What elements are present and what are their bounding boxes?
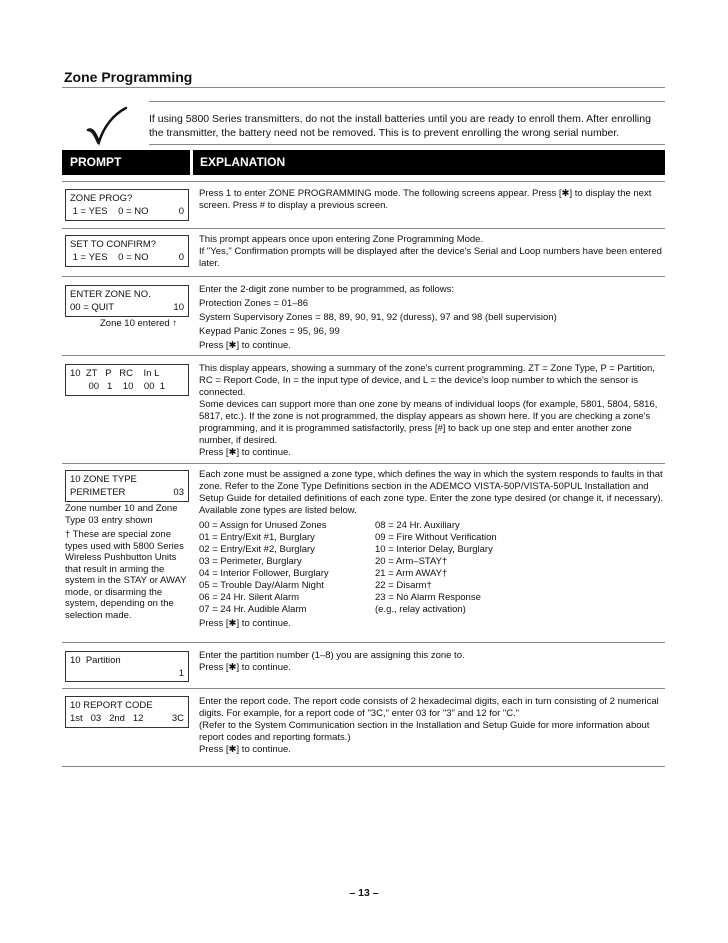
section-divider [62, 688, 665, 689]
checkmark-icon [82, 104, 130, 152]
explanation-zone-type: Each zone must be assigned a zone type, which defines the way in which the system responds to faults in that zone. Refer to the Zone Type Definitions section in the ADEMCO VISTA-50P/VISTA-50PUL Installation and Setup Guide for detailed definitions of each zone type. Enter the zone type desired (or change it, if necessary). Available zone types are listed below. 00 = Assign for Unused Zones 01 = Entry/Exit #1, Burglary 02 = Entry/Exit #2, Burglary 03 = Perimeter, Burglary 04 = Interior Follower, Burglary 05 = Trouble Day/Alarm Night 06 = 24 Hr. Silent Alarm 07 = 24 Hr. Audible Alarm 08 = 24 Hr. Auxiliary 09 = Fire Without Verification 10 = Interior Delay, Burglary 20 = Arm–STAY† 21 = Arm AWAY† 22 = Disarm† 23 = No Alarm Response (e.g., relay activation) Press [✱] to continue. [199, 469, 664, 629]
zone-type-item: 07 = 24 Hr. Audible Alarm [199, 604, 307, 615]
zone-type-item: 20 = Arm–STAY† [375, 556, 448, 567]
section-divider [62, 355, 665, 356]
section-divider [62, 228, 665, 229]
zone-type-item: 04 = Interior Follower, Burglary [199, 568, 329, 579]
lcd-partition: 10 Partition 1 [65, 651, 189, 682]
zone-type-item: (e.g., relay activation) [375, 604, 466, 615]
zone-type-item: 01 = Entry/Exit #1, Burglary [199, 532, 315, 543]
page-number: – 13 – [349, 887, 379, 899]
section-divider [62, 642, 665, 643]
section-divider [62, 276, 665, 277]
lcd-zone-type: 10 ZONE TYPE PERIMETER 03 [65, 470, 189, 502]
note-rule-top [149, 101, 665, 102]
lcd-report-code: 10 REPORT CODE 1st 03 2nd 12 3C [65, 696, 189, 728]
title-rule [62, 87, 665, 88]
zone-type-item: 21 = Arm AWAY† [375, 568, 448, 579]
zone-type-item: 05 = Trouble Day/Alarm Night [199, 580, 324, 591]
explanation-enter-zone: Enter the 2-digit zone number to be programmed, as follows: Protection Zones = 01–86 System Supervisory Zones = 88, 89, 90, 91, 92 (duress), 97 and 98 (bell supervision) Keypad Panic Zones = 95, 96, 99 Press [✱] to continue. [199, 284, 557, 351]
zone-type-item: 22 = Disarm† [375, 580, 432, 591]
zone-type-item: 08 = 24 Hr. Auxiliary [375, 520, 460, 531]
zone-type-item: 02 = Entry/Exit #2, Burglary [199, 544, 315, 555]
page-title: Zone Programming [64, 69, 193, 85]
section-divider [62, 463, 665, 464]
explanation-zone-summary: This display appears, showing a summary of the zone's current programming. ZT = Zone Type, P = Partition, RC = Report Code, In = the input type of device, and L = the device's loop number to which the sensor is connected. Some devices can support more than one zone by means of individual loops (for example, 5801, 5804, 5816, 5817, etc.). If the zone is not programmed, the display appears as shown here. If you are checking a zone's programming, and it is programmed satisfactorily, press [#] to back up one step and enter another zone number, if desired. Press [✱] to continue. [199, 363, 658, 458]
lcd-zone-summary: 10 ZT P RC In L 00 1 10 00 1 [65, 364, 189, 396]
zone-type-list [199, 520, 665, 616]
zone-type-caption: Zone number 10 and Zone Type 03 entry shown [65, 503, 178, 526]
zone-type-item: 06 = 24 Hr. Silent Alarm [199, 592, 300, 603]
section-divider [62, 766, 665, 767]
explanation-partition: Enter the partition number (1–8) you are assigning this zone to. Press [✱] to continue. [199, 650, 465, 673]
zone-entered-caption: Zone 10 entered ↑ [100, 318, 178, 329]
zone-type-item: 10 = Interior Delay, Burglary [375, 544, 493, 555]
note-rule-bottom [149, 144, 665, 145]
lcd-zone-prog: ZONE PROG? 1 = YES 0 = NO 0 [65, 189, 189, 221]
explanation-set-to-confirm: This prompt appears once upon entering Zone Programming Mode. If "Yes," Confirmation prompts will be displayed after the device's Serial and Loop numbers have been entered later. [199, 234, 662, 269]
explanation-zone-prog: Press 1 to enter ZONE PROGRAMMING mode. The following screens appear. Press [✱] to display the next screen. Press # to display a previous screen. [199, 188, 652, 211]
lcd-enter-zone: ENTER ZONE NO. 00 = QUIT 10 [65, 285, 189, 317]
explanation-header: EXPLANATION [193, 150, 665, 175]
lcd-set-to-confirm: SET TO CONFIRM? 1 = YES 0 = NO 0 [65, 235, 189, 267]
prompt-header: PROMPT [62, 150, 190, 175]
zone-type-item: 03 = Perimeter, Burglary [199, 556, 302, 567]
section-divider [62, 181, 665, 182]
note-text: If using 5800 Series transmitters, do not the install batteries until you are ready to enroll them. After enrolling the transmitter, the battery need not be removed. This is to prevent enrolling the wrong serial number. [149, 113, 651, 139]
explanation-report-code: Enter the report code. The report code consists of 2 hexadecimal digits, each in turn consisting of 2 numerical digits. For example, for a report code of "3C," enter 03 for "3" and 12 for "C." (Refer to the System Communication section in the Installation and Setup Guide for more information about report codes and reporting formats.) Press [✱] to continue. [199, 696, 659, 755]
zone-type-item: 00 = Assign for Unused Zones [199, 520, 327, 531]
zone-type-item: 23 = No Alarm Response [375, 592, 481, 603]
special-zone-note: † These are special zone types used with 5800 Series Wireless Pushbutton Units that result in arming the system in the STAY or AWAY mode, or disarming the system, depending on the selection made. [65, 529, 187, 621]
zone-type-item: 09 = Fire Without Verification [375, 532, 497, 543]
